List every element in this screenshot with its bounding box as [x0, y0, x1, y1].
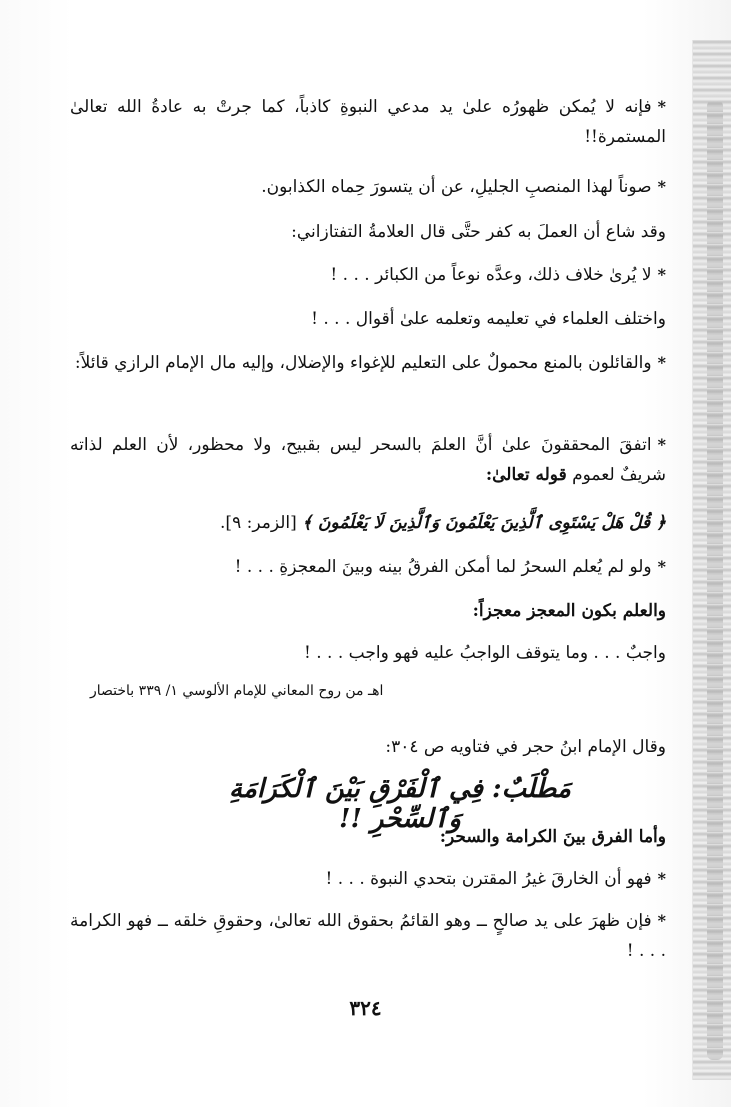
paragraph-9-text: ولو لم يُعلم السحرُ لما أمكن الفرقُ بينه وبينَ المعجزةِ . . . ! [234, 557, 652, 577]
paragraph-10-text: والعلم بكون المعجز معجزاً: [472, 601, 666, 621]
paragraph-13 [70, 732, 666, 762]
paragraph-3-text: وقد شاع أن العملَ به كفر حتَّى قال العلامةُ التفتازاني: [291, 222, 666, 242]
citation [90, 676, 666, 706]
paragraph-11-text: واجبٌ . . . وما يتوقف الواجبُ عليه فهو واجب . . . ! [303, 643, 666, 663]
bullet-star: * [657, 353, 666, 372]
paragraph-2-text: صوناً لهذا المنصبِ الجليلِ، عن أن يتسورَ حِماه الكذابون. [261, 177, 652, 197]
spine-binding [707, 100, 723, 1060]
bullet-star: * [657, 265, 666, 284]
paragraph-4-text: لا يُرىٰ خلاف ذلك، وعدَّه نوعاً من الكبائر . . . ! [330, 265, 652, 285]
paragraph-2 [70, 172, 666, 202]
quran-verse: ﴿ قُلْ هَلْ يَسْتَوِى ٱلَّذِينَ يَعْلَمُونَ وَٱلَّذِينَ لَا يَعْلَمُونَ ﴾ [302, 513, 666, 533]
paragraph-7 [70, 430, 666, 490]
paragraph-1 [70, 92, 666, 152]
book-spine-edge [692, 40, 731, 1080]
paragraph-1-text: فإنه لا يُمكن ظهورُه علىٰ يد مدعي النبوةِ كاذباً، كما جرتْ به عادةُ الله تعالىٰ المستمرة!! [70, 97, 666, 147]
paragraph-6-text: والقائلون بالمنع محمولٌ على التعليم للإغواء والإضلال، وإليه مال الإمام الرازي قائلاً: [74, 353, 652, 373]
paragraph-7-text: اتفقَ المحققونَ علىٰ أنَّ العلمَ بالسحر ليس بقبيح، ولا محظور، لأن العلم لذاته شريفٌ لعموم [70, 435, 666, 485]
paragraph-14 [70, 822, 666, 852]
paragraph-9 [70, 552, 666, 582]
bullet-star: * [657, 177, 666, 196]
paragraph-5-text: واختلف العلماء في تعليمه وتعلمه علىٰ أقوال . . . ! [311, 309, 666, 329]
bullet-star: * [657, 869, 666, 888]
bullet-star: * [657, 911, 666, 930]
bullet-star: * [657, 435, 666, 454]
paragraph-13-text: وقال الإمام ابنُ حجر في فتاويه ص ٣٠٤: [385, 737, 666, 757]
paragraph-7-bold: قوله تعالىٰ: [485, 465, 567, 485]
bullet-star: * [657, 97, 666, 116]
paragraph-16 [70, 906, 666, 966]
page-number: ٣٢٤ [349, 996, 382, 1020]
bullet-star: * [657, 557, 666, 576]
paragraph-6 [70, 348, 666, 378]
section-heading: مَطْلَبٌ: فِي ٱلْفَرْقِ بَيْنَ ٱلْكَرَامَةِ وَٱلسِّحْرِ !! [229, 774, 571, 834]
paragraph-15-text: فهو أن الخارقَ غيرُ المقترن بتحدي النبوة . . . ! [325, 869, 652, 889]
paragraph-16-text: فإن ظهرَ على يد صالحٍ ــ وهو القائمُ بحقوق الله تعالىٰ، وحقوقِ خلقه ــ فهو الكرامة . . . ! [70, 911, 666, 961]
quran-reference: [الزمر: ٩]. [220, 513, 297, 533]
citation-text: اهـ من روح المعاني للإمام الألوسي ١/ ٣٣٩ باختصار [90, 683, 384, 699]
paragraph-14-text: وأما الفرق بينَ الكرامة والسحر: [439, 827, 666, 847]
paragraph-15 [70, 864, 666, 894]
paragraph-5 [70, 304, 666, 334]
paragraph-10 [70, 596, 666, 626]
paragraph-8-quran [70, 508, 666, 538]
paragraph-3 [70, 217, 666, 247]
paragraph-11 [70, 638, 666, 668]
paragraph-4 [70, 260, 666, 290]
